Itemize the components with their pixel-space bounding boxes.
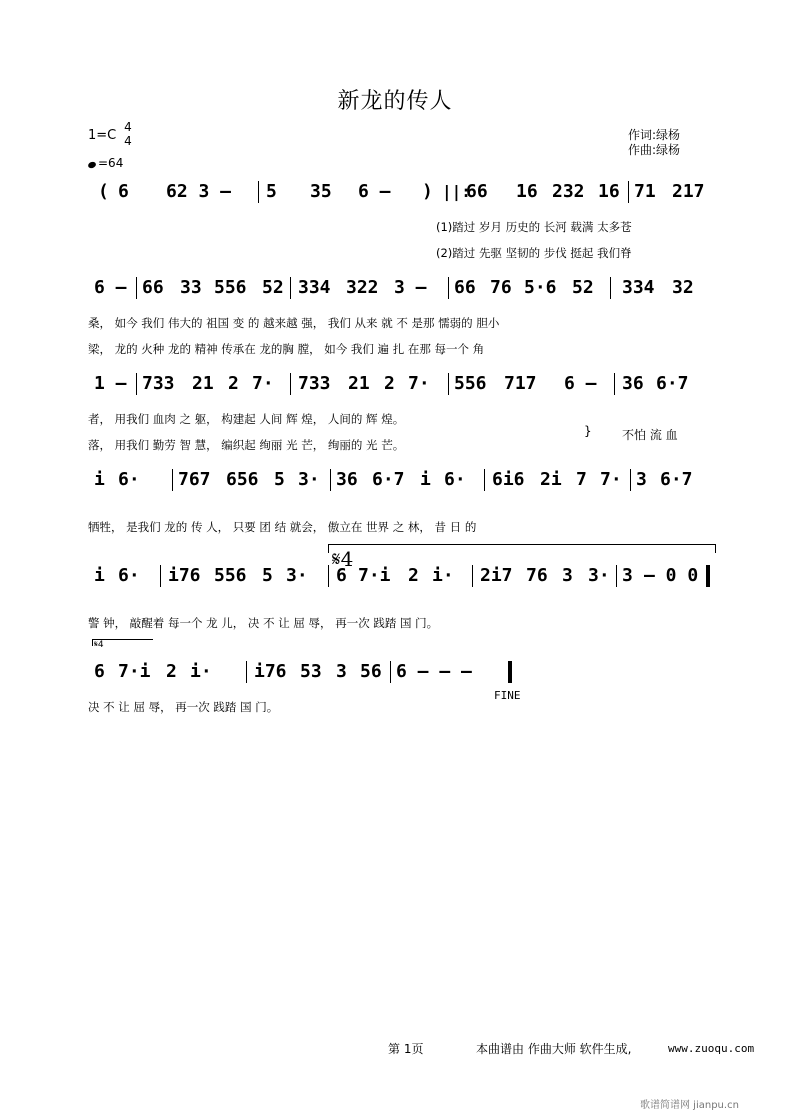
score-row-6: [88, 660, 718, 684]
note-group: 36: [336, 469, 358, 490]
note-group: 556: [454, 373, 487, 394]
note-group: 556: [214, 565, 247, 586]
lyric-line: (1)踏过 岁月 历史的 长河 载满 太多苍: [436, 220, 632, 234]
bar-line: [448, 277, 449, 299]
note-group: i·: [432, 565, 454, 586]
note-group: 7·: [600, 469, 622, 490]
bar-line: [390, 661, 391, 683]
generator-credit: 本曲谱由 作曲大师 软件生成,: [476, 1042, 632, 1056]
note-group: 7·i: [358, 565, 391, 586]
lyric-line: 落， 用我们 勤劳 智 慧， 编织起 绚丽 光 芒， 绚丽的 光 芒。: [88, 438, 405, 452]
note-group: 6·: [444, 469, 466, 490]
note-group: 3: [622, 565, 633, 586]
lyric-tail: 不怕 流 血: [622, 428, 678, 442]
note-group: 6i6: [492, 469, 525, 490]
note-group: 76: [526, 565, 548, 586]
watermark: 歌谱简谱网 jianpu.cn: [640, 1100, 739, 1111]
time-signature-bottom: 4: [124, 134, 132, 148]
note-group: 21: [192, 373, 214, 394]
note-group: 53: [300, 661, 322, 682]
bar-line: [136, 277, 137, 299]
note-group: 5: [266, 181, 277, 202]
note-group: 52: [262, 277, 284, 298]
note-group: 35: [310, 181, 332, 202]
note-group: 6·7: [372, 469, 405, 490]
bar-line: [172, 469, 173, 491]
key-signature: 1=C: [88, 128, 117, 143]
bar-line: [328, 565, 329, 587]
repeat-start: ||:: [442, 182, 471, 201]
bar-line: [628, 181, 629, 203]
note-group: 21: [348, 373, 370, 394]
score-row-3: [88, 372, 718, 396]
composer: 作曲:绿杨: [628, 143, 681, 157]
note-group: 3·: [588, 565, 610, 586]
note-group: 6: [118, 181, 129, 202]
note-group: i: [94, 565, 105, 586]
note-group: 2i: [540, 469, 562, 490]
verse-brace: }: [584, 424, 592, 438]
bar-line: [616, 565, 617, 587]
note-group: 71: [634, 181, 656, 202]
lyric-line: 桑， 如今 我们 伟大的 祖国 变 的 越来越 强， 我们 从来 就 不 是那 懦弱的 胆小: [88, 316, 500, 330]
note-group: ): [422, 181, 433, 202]
lyric-line: 梁， 龙的 火种 龙的 精神 传承在 龙的胸 膛， 如今 我们 遍 扎 在那 每一个 角: [88, 342, 485, 356]
page-title: 新龙的传人: [337, 89, 453, 114]
bar-line: [448, 373, 449, 395]
note-group: 6 –: [564, 373, 597, 394]
quarter-note-icon: [87, 161, 97, 169]
note-group: 3 –: [394, 277, 427, 298]
lyric-line: (2)踏过 先驱 坚韧的 步伐 挺起 我们脊: [436, 246, 632, 260]
note-group: – 0 0: [644, 565, 699, 586]
generator-url: www.zuoqu.com: [668, 1042, 755, 1055]
note-group: 7·: [252, 373, 274, 394]
note-group: i: [94, 469, 105, 490]
score-row-5: [88, 564, 718, 588]
note-group: 6 –: [358, 181, 391, 202]
score-row-1: [88, 180, 718, 204]
note-group: 322: [346, 277, 379, 298]
note-group: 6·: [118, 565, 140, 586]
bar-line: [290, 277, 291, 299]
note-group: i: [420, 469, 431, 490]
note-group: i76: [254, 661, 287, 682]
note-group: 32: [672, 277, 694, 298]
final-barline: [706, 565, 710, 587]
note-group: 66: [142, 277, 164, 298]
note-group: 6·7: [656, 373, 689, 394]
score-row-2: [88, 276, 718, 300]
note-group: 2: [384, 373, 395, 394]
note-group: 16: [598, 181, 620, 202]
bar-line: [258, 181, 259, 203]
bar-line: [610, 277, 611, 299]
note-group: 6: [336, 565, 347, 586]
final-barline: [508, 661, 512, 683]
lyric-line: 警 钟， 敲醒着 每一个 龙 儿， 决 不 让 屈 辱， 再一次 践踏 国 门。: [88, 616, 439, 630]
note-group: 6 – – –: [396, 661, 472, 682]
note-group: 3·: [298, 469, 320, 490]
bar-line: [136, 373, 137, 395]
note-group: 334: [622, 277, 655, 298]
note-group: 33: [180, 277, 202, 298]
note-group: 5·6: [524, 277, 557, 298]
ending-bracket: [328, 544, 716, 553]
note-group: 556: [214, 277, 247, 298]
note-group: 5: [274, 469, 285, 490]
tempo-marking: [88, 156, 123, 170]
note-group: 6 –: [94, 277, 127, 298]
lyric-line: 决 不 让 屈 辱， 再一次 践踏 国 门。: [88, 700, 279, 714]
note-group: 16: [516, 181, 538, 202]
note-group: 2: [166, 661, 177, 682]
bar-line: [614, 373, 615, 395]
note-group: 2: [228, 373, 239, 394]
note-group: 7: [576, 469, 587, 490]
note-group: 1 –: [94, 373, 127, 394]
bar-line: [472, 565, 473, 587]
note-group: 5: [262, 565, 273, 586]
note-group: 6·: [118, 469, 140, 490]
note-group: 217: [672, 181, 705, 202]
note-group: 6·7: [660, 469, 693, 490]
tempo-value: =64: [98, 156, 124, 170]
note-group: 36: [622, 373, 644, 394]
note-group: 717: [504, 373, 537, 394]
note-group: 767: [178, 469, 211, 490]
note-group: 76: [490, 277, 512, 298]
note-group: (: [98, 181, 109, 202]
note-group: 66: [454, 277, 476, 298]
bar-line: [484, 469, 485, 491]
note-group: 7·: [408, 373, 430, 394]
score-row-4: [88, 468, 718, 492]
segno-icon-small: 𝄋4: [94, 640, 104, 650]
bar-line: [330, 469, 331, 491]
note-group: i76: [168, 565, 201, 586]
note-group: 56: [360, 661, 382, 682]
note-group: 3: [562, 565, 573, 586]
note-group: 656: [226, 469, 259, 490]
bar-line: [290, 373, 291, 395]
note-group: 334: [298, 277, 331, 298]
note-group: 3·: [286, 565, 308, 586]
bar-line: [630, 469, 631, 491]
fine-marking: FINE: [494, 689, 521, 702]
lyric-line: 者， 用我们 血肉 之 躯， 构建起 人间 辉 煌， 人间的 辉 煌。: [88, 412, 405, 426]
note-group: 2: [408, 565, 419, 586]
bar-line: [246, 661, 247, 683]
time-signature-top: 4: [124, 120, 132, 134]
note-group: 2i7: [480, 565, 513, 586]
lyricist: 作词:绿杨: [628, 128, 681, 142]
note-group: i·: [190, 661, 212, 682]
credits: [628, 128, 680, 158]
note-group: 62 3 –: [166, 181, 232, 202]
time-signature: [122, 120, 134, 148]
note-group: 733: [298, 373, 331, 394]
page-number: 第 1页: [388, 1042, 424, 1056]
note-group: 66: [466, 181, 488, 202]
note-group: 52: [572, 277, 594, 298]
bar-line: [160, 565, 161, 587]
note-group: 6: [94, 661, 105, 682]
note-group: 733: [142, 373, 175, 394]
segno-icon: 𝄋4: [332, 547, 354, 571]
note-group: 3: [636, 469, 647, 490]
note-group: 7·i: [118, 661, 151, 682]
note-group: 3: [336, 661, 347, 682]
lyric-line: 牺牲， 是我们 龙的 传 人， 只要 团 结 就会， 傲立在 世界 之 林， 昔 日 的: [88, 520, 477, 534]
note-group: 232: [552, 181, 585, 202]
